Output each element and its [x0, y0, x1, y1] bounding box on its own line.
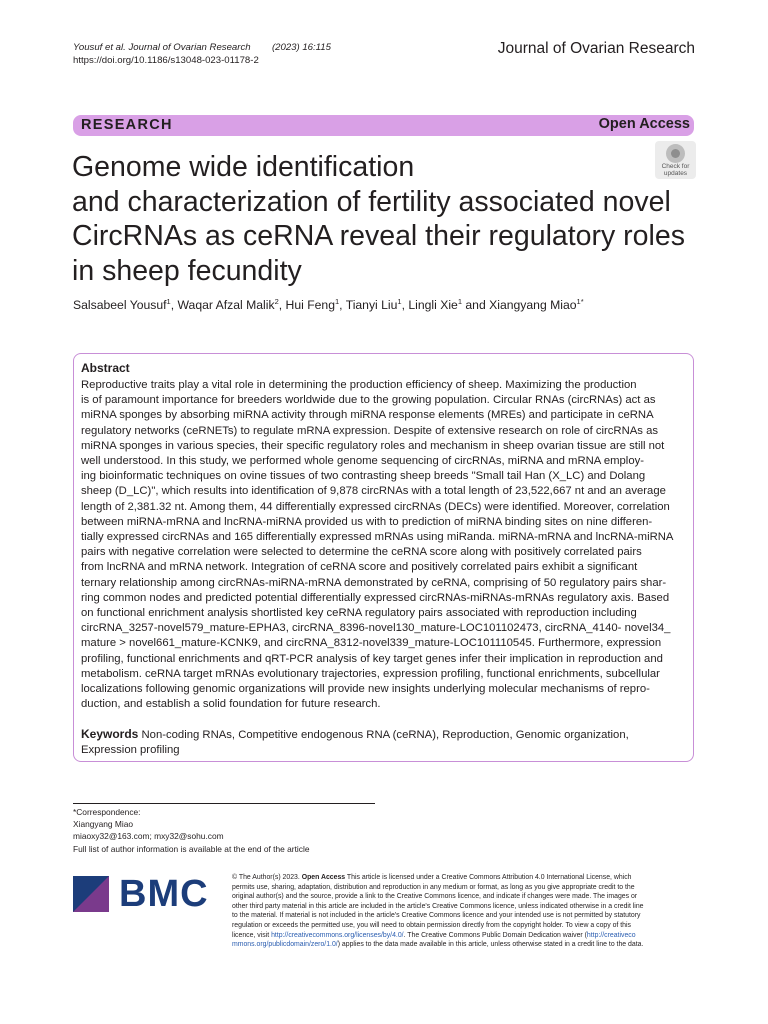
- open-access-bold: Open Access: [301, 874, 346, 881]
- footnote-divider: [73, 803, 375, 804]
- abstract-line: from lncRNA and mRNA network. Integration of ceRNA score and positively correlated pairs exhibit a significant: [81, 561, 638, 574]
- cc-zero-link-continued[interactable]: mmons.org/publicdomain/zero/1.0/: [232, 941, 338, 949]
- abstract-line: localizations following genomic organizations will provide new insights underlying molecular mechanisms of repro-: [81, 683, 650, 696]
- title-line: CircRNAs as ceRNA reveal their regulatory roles: [72, 220, 685, 253]
- check-for-updates-label: Check for updates: [661, 163, 690, 177]
- abstract-line: ring common nodes and predicted potential differentially expressed circRNAs-miRNAs-mRNAs regulatory axis. Based: [81, 591, 670, 604]
- article-type-banner: [73, 115, 694, 136]
- open-access-label: Open Access: [598, 116, 690, 132]
- author-affiliation: 1: [397, 297, 402, 306]
- title-line: and characterization of fertility associated novel: [72, 185, 671, 218]
- license-text: © The Author(s) 2023. Open Access This article is licensed under a Creative Commons Attribution 4.0 International License, which permits use, sharing, adaptation, distribution and reproduction in any medium or format, as long as you give appropriate credit to the original author(s) and the source, provide a link to the Creative Commons licence, and indicate if changes were made. The images or other third party material in this article are included in the article's Creative Commons licence, unless indicated otherwise in a credit line to the material. If material is not included in the article's Creative Commons licence and your intended use is not permitted by statutory regulation or exceeds the permitted use, you will need to obtain permission directly from the copyright holder. To view a copy of this licence, visit http://creativecommons.org/licenses/by/4.0/. The Creative Commons Public Domain Dedication waiver (http://creativeco mmons.org/publicdomain/zero/1.0/) applies to the data made available in this article, unless otherwise stated in a credit line to the data.: [232, 874, 644, 949]
- abstract-line: tially expressed circRNAs and 165 differentially expressed mRNAs using miRanda. miRNA-mRNA and lncRNA-miRNA: [81, 531, 674, 544]
- abstract-heading: Abstract: [81, 361, 130, 375]
- correspondence-emails[interactable]: miaoxy32@163.com; mxy32@sohu.com: [73, 831, 224, 842]
- author-affiliation: 1*: [576, 297, 584, 306]
- abstract-line: length of 2,381.32 nt. Among them, 44 differentially expressed circRNAs (DECs) were identified. Moreover, correlation: [81, 500, 670, 513]
- abstract-line: sheep (D_LC)", which results into identification of 9,878 circRNAs with a total length of 23,522,667 nt and an average: [81, 485, 666, 498]
- author-affiliation: 1: [334, 297, 340, 306]
- citation-authors: Yousuf et al.: [73, 42, 126, 53]
- bmc-logo: [73, 873, 213, 916]
- citation-line: [73, 41, 331, 54]
- abstract-line: Reproductive traits play a vital role in determining the production efficiency of sheep. Maximizing the production: [81, 379, 637, 391]
- author-affiliation: 2: [274, 297, 279, 306]
- cc-by-license-link[interactable]: http://creativecommons.org/licenses/by/4.0/: [271, 931, 404, 939]
- citation-year-volume: (2023) 16:115: [271, 42, 331, 53]
- author-name[interactable]: Waqar Afzal Malik: [177, 298, 275, 312]
- author-name[interactable]: Lingli Xie: [408, 298, 458, 312]
- title-line: in sheep fecundity: [72, 254, 302, 287]
- keywords-list-continued: Expression profiling: [81, 744, 180, 757]
- correspondence-label: *Correspondence:: [73, 807, 141, 817]
- abstract-line: mature > novel661_mature-KCNK9, and circRNA_8312-novel339_mature-LOC101110545. Furthermore, expression: [81, 637, 662, 650]
- abstract-line: duction, and establish a solid foundation for future research.: [81, 698, 381, 711]
- keywords-label: Keywords: [81, 727, 139, 741]
- article-title: [72, 150, 702, 288]
- keywords: [81, 727, 687, 758]
- abstract-line: profiling, functional enrichments and qRT-PCR analysis of key target genes infer their implication in reproduction and: [81, 652, 663, 665]
- abstract-body: [81, 378, 687, 712]
- bmc-logo-icon: [73, 876, 109, 912]
- abstract-line: miRNA sponges in various species, their specific regulatory roles and mechanism in sheep ovarian tissue are still not: [81, 439, 665, 452]
- author-name[interactable]: Xiangyang Miao: [489, 298, 577, 312]
- cc-zero-link[interactable]: http://creativeco: [586, 931, 636, 939]
- abstract-line: is of paramount importance for breeders worldwide due to the growing population. Circular RNAs (circRNAs) act as: [81, 394, 656, 407]
- author-name[interactable]: Hui Feng: [285, 298, 335, 312]
- author-list: Salsabeel Yousuf$^1$, Waqar Afzal Malik$^2$, Hui Feng$^1$, Tianyi Liu$^1$, Lingli Xie$^1$ and Xiangyang Miao$^{1*}$: [73, 297, 584, 312]
- author-info-note: Full list of author information is available at the end of the article: [73, 843, 310, 854]
- abstract-line: ing bioinformatic techniques on ovine tissues of two contrasting sheep breeds "Small tail Han (X_LC) and Dolang: [81, 470, 646, 483]
- abstract-line: metabolism. ceRNA target mRNAs evolutionary trajectories, expression profiling, functional enrichments, subcellular: [81, 667, 660, 680]
- author-name[interactable]: Salsabeel Yousuf: [73, 298, 167, 312]
- abstract-line: miRNA sponges by absorbing miRNA activity through miRNA response elements (MREs) and participate in ceRNA: [81, 409, 654, 422]
- abstract-line: regulatory networks (ceRNETs) to regulate mRNA expression. Despite of extensive research on role of circRNAs as: [81, 424, 659, 437]
- journal-name: Journal of Ovarian Research: [497, 40, 695, 57]
- bmc-logo-text: BMC: [119, 873, 209, 915]
- abstract-line: pairs with negative correlation were selected to determine the ceRNA score along with positively correlated pairs: [81, 546, 642, 559]
- doi-link[interactable]: https://doi.org/10.1186/s13048-023-01178-2: [73, 55, 259, 66]
- author-name[interactable]: Tianyi Liu: [345, 298, 398, 312]
- citation-journal: Journal of Ovarian Research: [128, 42, 251, 53]
- abstract-line: on functional enrichment analysis shortlisted key ceRNA regulatory pairs associated with reproduction including: [81, 607, 637, 620]
- section-label: RESEARCH: [81, 117, 173, 133]
- citation-header: [73, 41, 331, 67]
- keywords-list: Non-coding RNAs, Competitive endogenous RNA (ceRNA), Reproduction, Genomic organization,: [141, 729, 629, 741]
- author-affiliation: 1: [166, 297, 171, 306]
- author-affiliation: 1: [457, 297, 463, 306]
- abstract-line: ternary relationship among circRNAs-miRNA-mRNA demonstrated by ceRNA, comprising of 50 regulatory pairs shar-: [81, 576, 667, 589]
- correspondence-block: [73, 806, 310, 855]
- abstract-line: circRNA_3257-novel579_mature-EPHA3, circRNA_8396-novel130_mature-LOC101102473, circRNA_4140- novel34_: [81, 622, 671, 635]
- correspondence-name: Xiangyang Miao: [73, 819, 134, 830]
- abstract-line: well understood. In this study, we performed whole genome sequencing of circRNAs, miRNA and mRNA employ-: [81, 455, 645, 468]
- title-line: Genome wide identification: [72, 151, 415, 183]
- abstract-line: between miRNA-mRNA and lncRNA-miRNA provided us with to prediction of miRNA binding sites on nine differen-: [81, 515, 653, 528]
